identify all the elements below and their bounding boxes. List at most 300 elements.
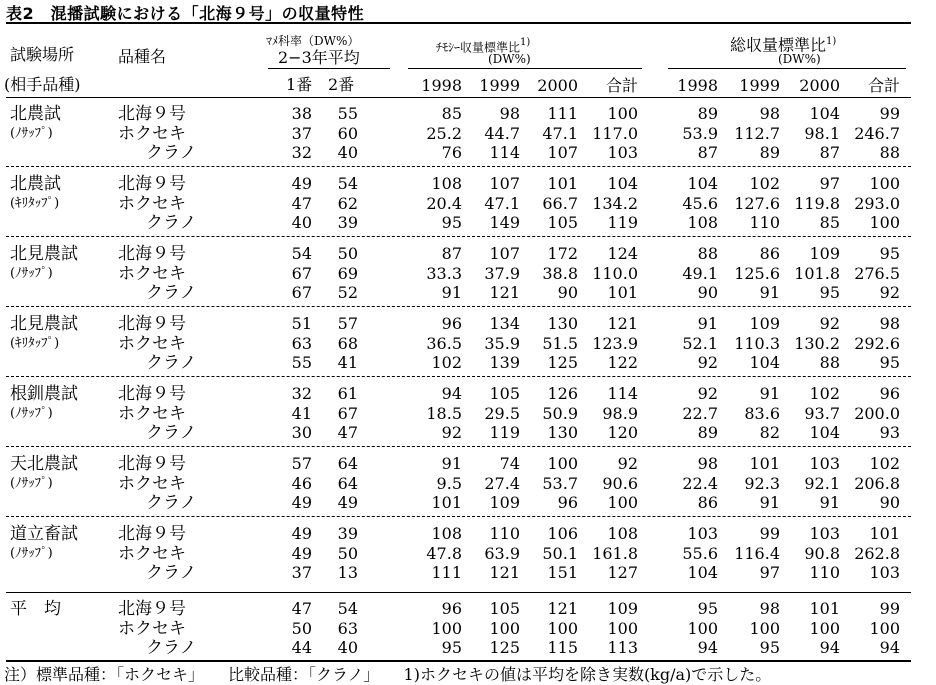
total-ratio: 88 [697, 244, 718, 263]
total-ratio: 104 [809, 423, 840, 442]
timothy-ratio: 104 [607, 174, 638, 193]
total-ratio: 87 [819, 143, 840, 162]
total-ratio: 98 [697, 454, 718, 473]
legume-cut2: 47 [337, 423, 358, 442]
timothy-ratio: 172 [547, 244, 578, 263]
total-ratio: 89 [697, 104, 718, 123]
timothy-ratio: 151 [547, 563, 578, 582]
total-ratio: 246.7 [854, 123, 900, 143]
timothy-ratio: 115 [547, 638, 578, 657]
header-site: 試験場所 [10, 45, 75, 64]
total-ratio: 22.7 [682, 403, 718, 423]
timothy-title: ﾁﾓｼｰ収量標準比 [436, 40, 521, 55]
legume-cut1: 32 [291, 384, 312, 403]
footnote: 注）標準品種：「ホクセキ」 比較品種：「クラノ」 1)ホクセキの値は平均を除き実数(kg/a)で示した。 [4, 665, 772, 684]
group-separator [6, 516, 911, 517]
total-ratio: 103 [687, 524, 718, 543]
partner-variety: (ﾉｻｯﾌﾟ) [10, 475, 53, 491]
total-ratio: 97 [759, 563, 780, 582]
timothy-ratio: 105 [547, 213, 578, 232]
timothy-ratio: 98.9 [602, 403, 638, 423]
table-title: 表2 混播試験における「北海９号」の収量特性 [6, 4, 365, 23]
total-ratio: 103 [809, 524, 840, 543]
total-ratio: 90 [697, 283, 718, 302]
total-ratio: 104 [809, 104, 840, 123]
timothy-ratio: 121 [489, 283, 520, 302]
total-ratio: 91 [759, 384, 780, 403]
total-ratio: 98.1 [804, 123, 840, 143]
timothy-ratio: 121 [489, 563, 520, 582]
timothy-ratio: 18.5 [426, 403, 462, 423]
total-ratio: 91 [759, 283, 780, 302]
timothy-ratio: 100 [607, 493, 638, 512]
timothy-ratio: 94 [441, 384, 462, 403]
total-ratio: 86 [759, 244, 780, 263]
header-s-1999: 1999 [739, 76, 780, 95]
total-ratio: 95 [819, 283, 840, 302]
total-ratio: 109 [809, 244, 840, 263]
timothy-ratio: 100 [431, 618, 462, 638]
timothy-ratio: 47.8 [426, 543, 462, 563]
timothy-ratio: 119 [607, 213, 638, 232]
header-rule [6, 97, 911, 98]
total-ratio: 99 [759, 524, 780, 543]
total-ratio: 94 [697, 638, 718, 657]
site-name: 道立畜試 [10, 524, 78, 544]
timothy-ratio: 125 [489, 638, 520, 657]
legume-cut2: 49 [337, 493, 358, 512]
timothy-ratio: 107 [547, 143, 578, 162]
total-underline [668, 68, 906, 69]
timothy-ratio: 107 [489, 244, 520, 263]
timothy-ratio: 102 [431, 353, 462, 372]
variety-name: クラノ [146, 143, 197, 163]
timothy-ratio: 51.5 [542, 333, 578, 353]
timothy-ratio: 139 [489, 353, 520, 372]
timothy-ratio: 100 [547, 618, 578, 638]
timothy-ratio: 101 [547, 174, 578, 193]
total-ratio: 110.3 [734, 333, 780, 353]
timothy-ratio: 37.9 [484, 263, 520, 283]
partner-variety: (ﾉｻｯﾌﾟ) [10, 125, 53, 141]
timothy-ratio: 27.4 [484, 473, 520, 493]
legume-cut2: 62 [337, 193, 358, 213]
timothy-ratio: 121 [607, 314, 638, 333]
legume-cut2: 64 [337, 454, 358, 473]
total-ratio: 90 [879, 493, 900, 512]
total-ratio: 112.7 [734, 123, 780, 143]
timothy-ratio: 36.5 [426, 333, 462, 353]
site-name: 平 均 [10, 599, 61, 619]
total-ratio: 119.8 [794, 193, 840, 213]
variety-name: クラノ [146, 213, 197, 233]
timothy-ratio: 123.9 [592, 333, 638, 353]
timothy-ratio: 101 [607, 283, 638, 302]
timothy-ratio: 98 [499, 104, 520, 123]
header-s-1998: 1998 [677, 76, 718, 95]
timothy-ratio: 44.7 [484, 123, 520, 143]
variety-name: クラノ [146, 493, 197, 513]
total-ratio: 100 [869, 618, 900, 638]
total-ratio: 22.4 [682, 473, 718, 493]
total-ratio: 102 [869, 454, 900, 473]
total-ratio: 92 [819, 314, 840, 333]
total-ratio: 102 [809, 384, 840, 403]
legume-cut2: 39 [337, 524, 358, 543]
variety-name: 北海９号 [118, 104, 186, 124]
timothy-ratio: 120 [607, 423, 638, 442]
timothy-ratio: 92 [617, 454, 638, 473]
timothy-ratio: 134 [489, 314, 520, 333]
timothy-ratio: 126 [547, 384, 578, 403]
timothy-ratio: 20.4 [426, 193, 462, 213]
timothy-ratio: 33.3 [426, 263, 462, 283]
variety-name: 北海９号 [118, 454, 186, 474]
total-ratio: 94 [819, 638, 840, 657]
variety-name: ホクセキ [118, 473, 186, 494]
timothy-ratio: 96 [441, 314, 462, 333]
timothy-ratio: 103 [607, 143, 638, 162]
variety-name: 北海９号 [118, 314, 186, 334]
total-ratio: 97 [819, 174, 840, 193]
variety-name: ホクセキ [118, 618, 186, 639]
timothy-ratio: 111 [431, 563, 462, 582]
legume-cut1: 54 [291, 244, 312, 263]
total-ratio: 99 [879, 104, 900, 123]
header-t-2000: 2000 [537, 76, 578, 95]
legume-cut2: 50 [337, 244, 358, 263]
timothy-ratio: 96 [441, 599, 462, 618]
total-ratio: 92 [879, 283, 900, 302]
total-ratio: 82 [759, 423, 780, 442]
group-separator [6, 376, 911, 377]
variety-name: クラノ [146, 638, 197, 658]
variety-name: 北海９号 [118, 174, 186, 194]
timothy-ratio: 100 [607, 104, 638, 123]
variety-name: ホクセキ [118, 333, 186, 354]
timothy-ratio: 47.1 [542, 123, 578, 143]
timothy-ratio: 66.7 [542, 193, 578, 213]
total-ratio: 85 [819, 213, 840, 232]
legume-cut2: 63 [337, 618, 358, 638]
total-ratio: 101 [869, 524, 900, 543]
legume-cut2: 54 [337, 174, 358, 193]
legume-cut1: 63 [291, 333, 312, 353]
total-ratio: 101 [749, 454, 780, 473]
timothy-ratio: 109 [489, 493, 520, 512]
total-ratio: 89 [697, 423, 718, 442]
timothy-ratio: 130 [547, 314, 578, 333]
timothy-ratio: 124 [607, 244, 638, 263]
timothy-ratio: 107 [489, 174, 520, 193]
timothy-ratio: 106 [547, 524, 578, 543]
variety-name: ホクセキ [118, 123, 186, 144]
timothy-ratio: 122 [607, 353, 638, 372]
legume-cut2: 40 [337, 143, 358, 162]
timothy-ratio: 38.8 [542, 263, 578, 283]
legume-cut1: 47 [291, 599, 312, 618]
total-ratio: 104 [687, 174, 718, 193]
legume-cut1: 37 [291, 563, 312, 582]
variety-name: 北海９号 [118, 244, 186, 264]
total-ratio: 86 [697, 493, 718, 512]
legume-cut1: 38 [291, 104, 312, 123]
site-name: 天北農試 [10, 454, 78, 474]
header-t-1998: 1998 [421, 76, 462, 95]
timothy-ratio: 110 [489, 524, 520, 543]
total-ratio: 276.5 [854, 263, 900, 283]
total-ratio: 100 [749, 618, 780, 638]
timothy-ratio: 50.9 [542, 403, 578, 423]
timothy-unit: (DW%) [488, 52, 531, 66]
total-unit: (DW%) [778, 52, 821, 66]
total-ratio: 88 [879, 143, 900, 162]
legume-cut1: 30 [291, 423, 312, 442]
legume-cut2: 67 [337, 403, 358, 423]
total-ratio: 110 [749, 213, 780, 232]
legume-cut1: 49 [291, 174, 312, 193]
timothy-underline [408, 68, 642, 69]
timothy-ratio: 127 [607, 563, 638, 582]
timothy-ratio: 95 [441, 638, 462, 657]
total-ratio: 104 [749, 353, 780, 372]
partner-variety: (ﾉｻｯﾌﾟ) [10, 405, 53, 421]
legume-cut2: 57 [337, 314, 358, 333]
total-ratio: 99 [879, 599, 900, 618]
total-ratio: 88 [819, 353, 840, 372]
variety-name: ホクセキ [118, 543, 186, 564]
legume-cut1: 50 [291, 618, 312, 638]
top-rule [6, 22, 911, 24]
total-ratio: 293.0 [854, 193, 900, 213]
legume-underline [268, 68, 390, 69]
total-ratio: 55.6 [682, 543, 718, 563]
timothy-ratio: 111 [547, 104, 578, 123]
group-separator [6, 166, 911, 167]
timothy-ratio: 91 [441, 454, 462, 473]
legume-cut1: 47 [291, 193, 312, 213]
header-t-total: 合計 [605, 76, 638, 95]
legume-cut2: 40 [337, 638, 358, 657]
timothy-ratio: 114 [489, 143, 520, 162]
total-ratio: 87 [697, 143, 718, 162]
total-ratio: 92 [697, 353, 718, 372]
header-partner: (相手品種) [4, 75, 81, 94]
timothy-ratio: 63.9 [484, 543, 520, 563]
legume-cut1: 46 [291, 473, 312, 493]
partner-variety: (ﾉｻｯﾌﾟ) [10, 545, 53, 561]
total-ratio: 100 [809, 618, 840, 638]
timothy-ratio: 91 [441, 283, 462, 302]
timothy-ratio: 117.0 [592, 123, 638, 143]
total-ratio: 49.1 [682, 263, 718, 283]
total-ratio: 95 [697, 599, 718, 618]
site-name: 根釧農試 [10, 384, 78, 404]
timothy-ratio: 87 [441, 244, 462, 263]
site-name: 北農試 [10, 104, 61, 124]
legume-cut1: 55 [291, 353, 312, 372]
total-ratio: 125.6 [734, 263, 780, 283]
timothy-ratio: 109 [607, 599, 638, 618]
legume-cut2: 52 [337, 283, 358, 302]
variety-name: ホクセキ [118, 193, 186, 214]
timothy-ratio: 85 [441, 104, 462, 123]
timothy-ratio: 47.1 [484, 193, 520, 213]
header-t-1999: 1999 [479, 76, 520, 95]
total-ratio: 100 [687, 618, 718, 638]
timothy-ratio: 50.1 [542, 543, 578, 563]
header-legume-period: 2−3年平均 [278, 48, 360, 67]
total-ratio: 94 [879, 638, 900, 657]
legume-cut1: 67 [291, 283, 312, 302]
total-footnote-mark: 1) [826, 36, 837, 47]
total-ratio: 100 [869, 174, 900, 193]
legume-cut2: 41 [337, 353, 358, 372]
legume-cut2: 61 [337, 384, 358, 403]
partner-variety: (ﾉｻｯﾌﾟ) [10, 265, 53, 281]
total-ratio: 53.9 [682, 123, 718, 143]
legume-cut2: 69 [337, 263, 358, 283]
variety-name: ホクセキ [118, 263, 186, 284]
total-ratio: 89 [759, 143, 780, 162]
timothy-ratio: 101 [431, 493, 462, 512]
timothy-ratio: 35.9 [484, 333, 520, 353]
legume-cut1: 49 [291, 543, 312, 563]
variety-name: 北海９号 [118, 384, 186, 404]
timothy-ratio: 108 [431, 174, 462, 193]
header-legume-rate: ﾏﾒ科率（DW%） [266, 34, 360, 48]
legume-cut1: 49 [291, 524, 312, 543]
timothy-ratio: 119 [489, 423, 520, 442]
total-ratio: 130.2 [794, 333, 840, 353]
timothy-ratio: 100 [489, 618, 520, 638]
timothy-ratio: 100 [547, 454, 578, 473]
total-ratio: 98 [879, 314, 900, 333]
total-title: 総収量標準比 [730, 35, 827, 55]
timothy-ratio: 108 [431, 524, 462, 543]
variety-name: ホクセキ [118, 403, 186, 424]
timothy-ratio: 110.0 [592, 263, 638, 283]
total-ratio: 93.7 [804, 403, 840, 423]
total-ratio: 91 [759, 493, 780, 512]
average-separator [6, 592, 911, 593]
total-ratio: 83.6 [744, 403, 780, 423]
timothy-ratio: 92 [441, 423, 462, 442]
header-s-2000: 2000 [799, 76, 840, 95]
timothy-ratio: 95 [441, 213, 462, 232]
variety-name: クラノ [146, 283, 197, 303]
header-cut2: 2番 [328, 75, 355, 94]
total-ratio: 91 [697, 314, 718, 333]
total-ratio: 262.8 [854, 543, 900, 563]
timothy-ratio: 125 [547, 353, 578, 372]
header-cut1: 1番 [286, 75, 313, 94]
total-ratio: 127.6 [734, 193, 780, 213]
variety-name: 北海９号 [118, 599, 186, 619]
total-ratio: 96 [879, 384, 900, 403]
total-ratio: 102 [749, 174, 780, 193]
timothy-ratio: 149 [489, 213, 520, 232]
timothy-ratio: 25.2 [426, 123, 462, 143]
timothy-footnote-mark: 1) [520, 37, 531, 48]
site-name: 北農試 [10, 174, 61, 194]
timothy-ratio: 114 [607, 384, 638, 403]
legume-cut2: 68 [337, 333, 358, 353]
legume-cut2: 39 [337, 213, 358, 232]
timothy-ratio: 90 [557, 283, 578, 302]
site-name: 北見農試 [10, 244, 78, 264]
timothy-ratio: 29.5 [484, 403, 520, 423]
timothy-ratio: 96 [557, 493, 578, 512]
total-ratio: 104 [687, 563, 718, 582]
timothy-ratio: 100 [607, 618, 638, 638]
variety-name: クラノ [146, 423, 197, 443]
legume-cut1: 41 [291, 403, 312, 423]
timothy-ratio: 108 [607, 524, 638, 543]
total-ratio: 110 [809, 563, 840, 582]
timothy-ratio: 53.7 [542, 473, 578, 493]
legume-cut1: 57 [291, 454, 312, 473]
group-separator [6, 306, 911, 307]
total-ratio: 103 [809, 454, 840, 473]
total-ratio: 90.8 [804, 543, 840, 563]
legume-cut2: 54 [337, 599, 358, 618]
timothy-ratio: 113 [607, 638, 638, 657]
total-ratio: 101.8 [794, 263, 840, 283]
partner-variety: (ｷﾘﾀｯﾌﾟ) [10, 335, 60, 351]
legume-cut2: 55 [337, 104, 358, 123]
timothy-ratio: 9.5 [436, 473, 462, 493]
timothy-ratio: 134.2 [592, 193, 638, 213]
variety-name: クラノ [146, 353, 197, 373]
total-ratio: 45.6 [682, 193, 718, 213]
legume-cut2: 60 [337, 123, 358, 143]
group-separator [6, 446, 911, 447]
total-ratio: 108 [687, 213, 718, 232]
total-ratio: 92 [697, 384, 718, 403]
legume-cut1: 49 [291, 493, 312, 512]
total-ratio: 95 [879, 353, 900, 372]
total-ratio: 116.4 [734, 543, 780, 563]
group-separator [6, 236, 911, 237]
legume-cut2: 13 [337, 563, 358, 582]
variety-name: クラノ [146, 563, 197, 583]
legume-cut1: 44 [291, 638, 312, 657]
legume-cut1: 40 [291, 213, 312, 232]
total-ratio: 93 [879, 423, 900, 442]
legume-cut1: 67 [291, 263, 312, 283]
timothy-ratio: 161.8 [592, 543, 638, 563]
total-ratio: 292.6 [854, 333, 900, 353]
legume-cut1: 51 [291, 314, 312, 333]
variety-name: 北海９号 [118, 524, 186, 544]
total-ratio: 103 [869, 563, 900, 582]
total-ratio: 52.1 [682, 333, 718, 353]
timothy-ratio: 90.6 [602, 473, 638, 493]
header-variety: 品種名 [118, 47, 167, 66]
total-ratio: 95 [759, 638, 780, 657]
total-ratio: 98 [759, 599, 780, 618]
timothy-ratio: 105 [489, 599, 520, 618]
total-ratio: 101 [809, 599, 840, 618]
total-ratio: 98 [759, 104, 780, 123]
total-ratio: 206.8 [854, 473, 900, 493]
total-ratio: 109 [749, 314, 780, 333]
total-ratio: 200.0 [854, 403, 900, 423]
legume-cut1: 32 [291, 143, 312, 162]
header-s-total: 合計 [867, 76, 900, 95]
legume-cut2: 64 [337, 473, 358, 493]
